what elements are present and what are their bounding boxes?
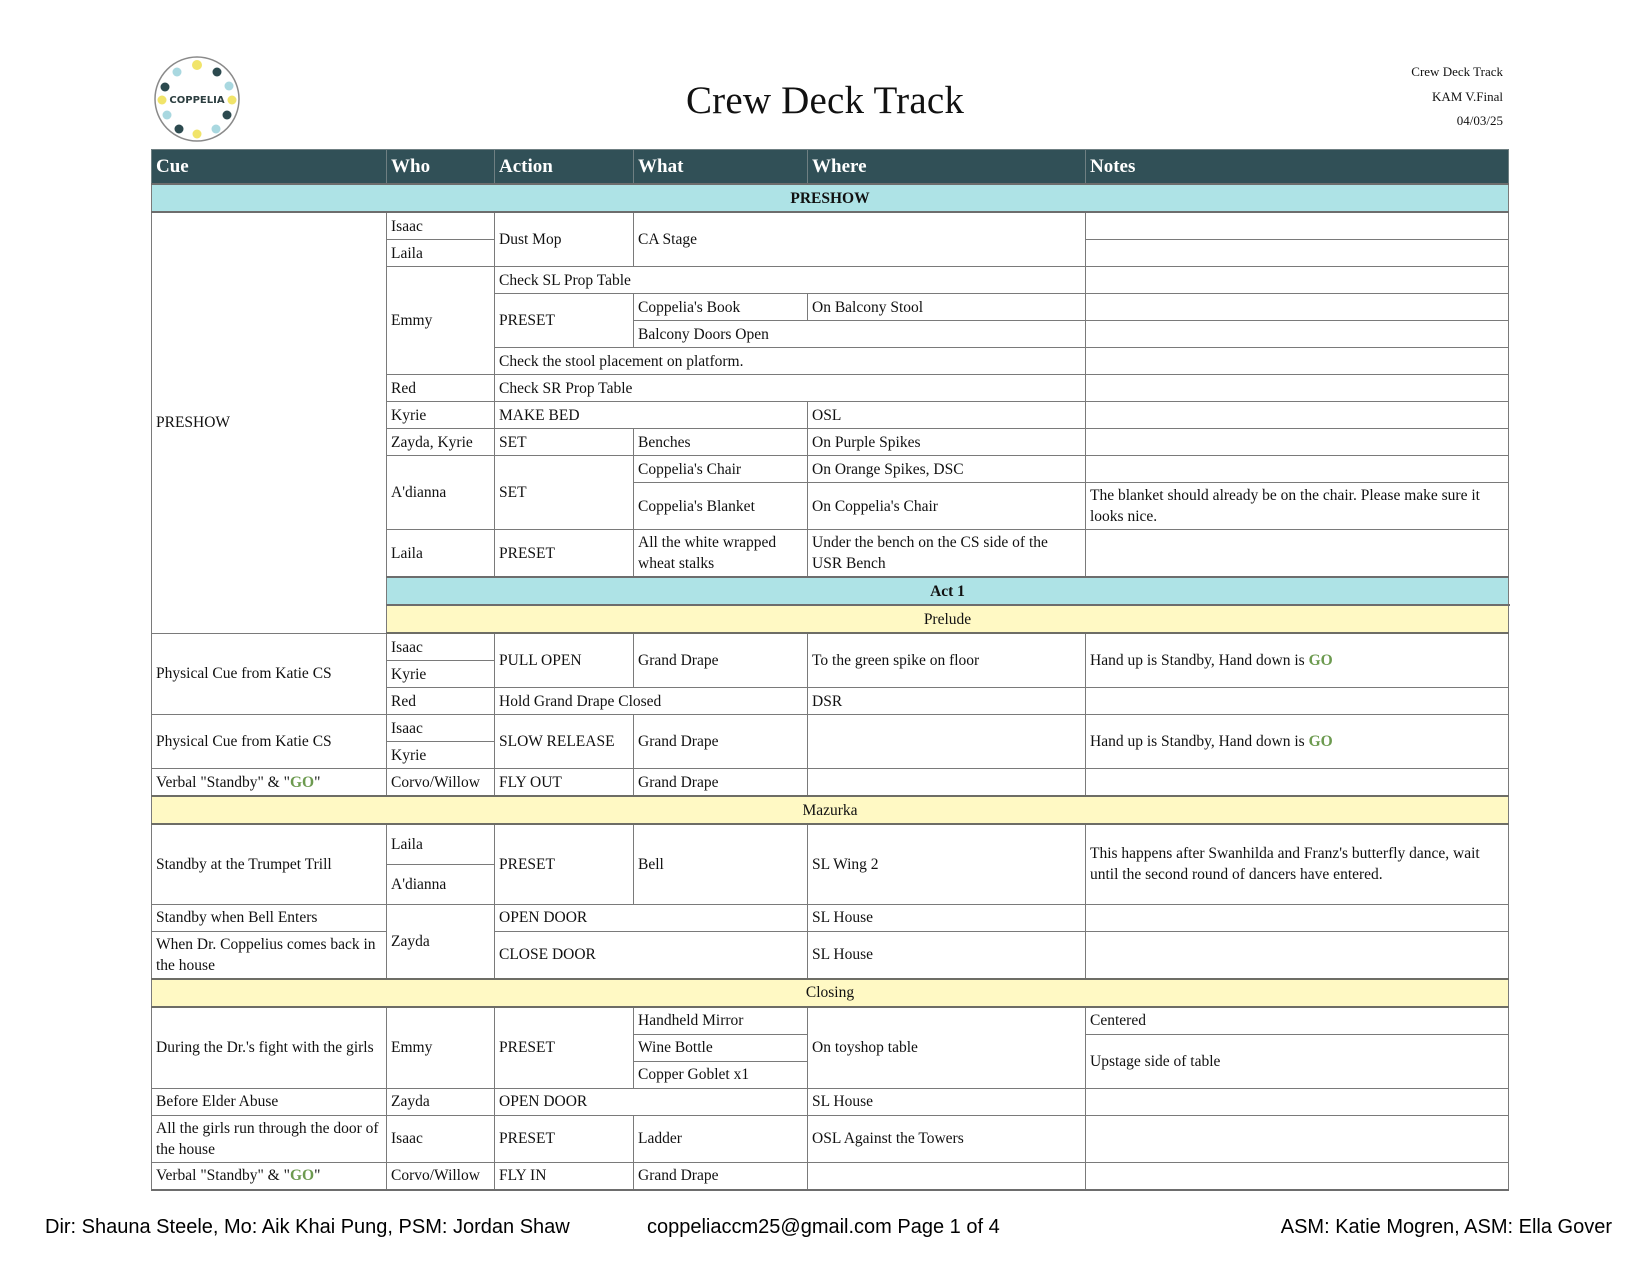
notes-cell [1086, 456, 1509, 483]
what-cell: Handheld Mirror [634, 1007, 808, 1035]
cue-cell: Physical Cue from Katie CS [152, 715, 387, 769]
cue-cell: During the Dr.'s fight with the girls [152, 1007, 387, 1089]
who-cell: Corvo/Willow [387, 1162, 495, 1190]
action-cell: PRESET [495, 530, 634, 578]
action-cell: SET [495, 456, 634, 530]
action-cell: Check the stool placement on platform. [495, 348, 1086, 375]
notes-cell [1086, 530, 1509, 578]
footer-asm: ASM: Katie Mogren, ASM: Ella Gover [1280, 1216, 1612, 1238]
action-cell: Hold Grand Drape Closed [495, 688, 808, 715]
cue-cell: Before Elder Abuse [152, 1088, 387, 1115]
action-cell: PRESET [495, 1007, 634, 1089]
who-cell: Laila [387, 824, 495, 864]
action-cell: Check SR Prop Table [495, 375, 1086, 402]
meta-doc-name: Crew Deck Track [1411, 64, 1503, 79]
go-highlight: GO [289, 1167, 315, 1184]
what-cell: Grand Drape [634, 1162, 808, 1190]
notes-cell [1086, 1088, 1509, 1115]
where-cell: On Balcony Stool [808, 294, 1086, 321]
notes-cell: Upstage side of table [1086, 1034, 1509, 1088]
where-cell: SL Wing 2 [808, 824, 1086, 904]
notes-cell [1086, 688, 1509, 715]
notes-cell [1086, 240, 1509, 267]
what-cell: Benches [634, 429, 808, 456]
what-cell: Copper Goblet x1 [634, 1061, 808, 1088]
action-cell: FLY IN [495, 1162, 634, 1190]
table-header-row [152, 150, 1509, 185]
column-header-where: Where [808, 150, 1086, 185]
action-cell: OPEN DOOR [495, 904, 808, 931]
notes-cell [1086, 1115, 1509, 1162]
go-highlight: GO [1308, 733, 1333, 750]
what-cell: Wine Bottle [634, 1034, 808, 1061]
cue-cell: PRESHOW [152, 212, 387, 633]
notes-cell [1086, 429, 1509, 456]
who-cell: Isaac [387, 633, 495, 661]
notes-cell [1086, 769, 1509, 797]
notes-cell [1086, 267, 1509, 294]
what-cell: Balcony Doors Open [634, 321, 1086, 348]
who-cell: Zayda, Kyrie [387, 429, 495, 456]
page-title: Crew Deck Track [685, 79, 965, 122]
action-cell: PULL OPEN [495, 633, 634, 688]
meta-version: KAM V.Final [1431, 88, 1503, 104]
who-cell: Zayda [387, 904, 495, 979]
where-cell: SL House [808, 1088, 1086, 1115]
who-cell: A'dianna [387, 864, 495, 904]
column-header-who: Who [387, 150, 495, 185]
notes-cell [1086, 212, 1509, 240]
cue-cell: Physical Cue from Katie CS [152, 633, 387, 715]
action-cell: SET [495, 429, 634, 456]
where-cell: OSL Against the Towers [808, 1115, 1086, 1162]
footer-credits: Dir: Shauna Steele, Mo: Aik Khai Pung, PSM: Jordan Shaw [45, 1216, 570, 1238]
action-cell: Dust Mop [495, 212, 634, 267]
cue-cell: Verbal "Standby" & "GO" [152, 769, 387, 797]
notes-cell [1086, 1162, 1509, 1190]
where-cell [808, 715, 1086, 769]
what-cell: Coppelia's Blanket [634, 483, 808, 530]
notes-cell [1086, 375, 1509, 402]
notes-cell [1086, 348, 1509, 375]
notes-cell: Centered [1086, 1007, 1509, 1035]
notes-cell [1086, 904, 1509, 931]
what-cell: Grand Drape [634, 769, 808, 797]
who-cell: Isaac [387, 715, 495, 742]
who-cell: Zayda [387, 1088, 495, 1115]
action-cell: PRESET [495, 824, 634, 904]
section-preshow: PRESHOW [152, 184, 1509, 212]
what-cell: CA Stage [634, 212, 1086, 267]
where-cell: Under the bench on the CS side of the USR Bench [808, 530, 1086, 578]
cue-cell: Standby when Bell Enters [152, 904, 387, 931]
column-header-cue: Cue [152, 150, 387, 185]
where-cell: To the green spike on floor [808, 633, 1086, 688]
who-cell: Kyrie [387, 742, 495, 769]
action-cell: PRESET [495, 294, 634, 348]
where-cell: On Orange Spikes, DSC [808, 456, 1086, 483]
section-act-1: Act 1 [387, 577, 1509, 605]
action-cell: PRESET [495, 1115, 634, 1162]
svg-text:COPPELIA: COPPELIA [169, 95, 225, 106]
notes-cell [1086, 321, 1509, 348]
column-header-what: What [634, 150, 808, 185]
who-cell: A'dianna [387, 456, 495, 530]
action-cell: Check SL Prop Table [495, 267, 1086, 294]
column-header-action: Action [495, 150, 634, 185]
action-cell: CLOSE DOOR [495, 931, 808, 979]
meta-date: 04/03/25 [1456, 113, 1503, 128]
action-cell: SLOW RELEASE [495, 715, 634, 769]
where-cell [808, 1162, 1086, 1190]
cue-cell: When Dr. Coppelius comes back in the house [152, 931, 387, 979]
action-cell: OPEN DOOR [495, 1088, 808, 1115]
cue-cell: All the girls run through the door of the house [152, 1115, 387, 1162]
what-cell: Bell [634, 824, 808, 904]
notes-cell: This happens after Swanhilda and Franz's butterfly dance, wait until the second round of dancers have entered. [1086, 824, 1509, 904]
who-cell: Red [387, 688, 495, 715]
what-cell: Ladder [634, 1115, 808, 1162]
subsection-prelude: Prelude [387, 605, 1509, 633]
document-meta [1411, 60, 1503, 134]
subsection-mazurka: Mazurka [152, 796, 1509, 824]
who-cell: Laila [387, 240, 495, 267]
where-cell: OSL [808, 402, 1086, 429]
where-cell [808, 769, 1086, 797]
who-cell: Corvo/Willow [387, 769, 495, 797]
go-highlight: GO [289, 773, 315, 791]
crew-deck-track-table [151, 149, 1509, 1191]
what-cell: Coppelia's Book [634, 294, 808, 321]
go-highlight: GO [1308, 652, 1333, 669]
notes-cell: The blanket should already be on the chair. Please make sure it looks nice. [1086, 483, 1509, 530]
what-cell: Grand Drape [634, 633, 808, 688]
where-cell: SL House [808, 904, 1086, 931]
where-cell: SL House [808, 931, 1086, 979]
what-cell: Grand Drape [634, 715, 808, 769]
footer-contact-page: coppeliaccm25@gmail.com Page 1 of 4 [647, 1216, 1000, 1238]
action-cell: MAKE BED [495, 402, 808, 429]
who-cell: Kyrie [387, 402, 495, 429]
subsection-closing: Closing [152, 979, 1509, 1007]
cue-cell: Standby at the Trumpet Trill [152, 824, 387, 904]
where-cell: On toyshop table [808, 1007, 1086, 1089]
cue-cell: Verbal "Standby" & "GO" [152, 1162, 387, 1190]
who-cell: Isaac [387, 212, 495, 240]
who-cell: Kyrie [387, 661, 495, 688]
notes-cell [1086, 294, 1509, 321]
notes-cell: Hand up is Standby, Hand down is GO [1086, 715, 1509, 769]
where-cell: On Purple Spikes [808, 429, 1086, 456]
who-cell: Emmy [387, 267, 495, 375]
where-cell: On Coppelia's Chair [808, 483, 1086, 530]
action-cell: FLY OUT [495, 769, 634, 797]
who-cell: Emmy [387, 1007, 495, 1089]
what-cell: All the white wrapped wheat stalks [634, 530, 808, 578]
who-cell: Laila [387, 530, 495, 578]
notes-cell: Hand up is Standby, Hand down is GO [1086, 633, 1509, 688]
notes-cell [1086, 402, 1509, 429]
where-cell: DSR [808, 688, 1086, 715]
column-header-notes: Notes [1086, 150, 1509, 185]
who-cell: Isaac [387, 1115, 495, 1162]
who-cell: Red [387, 375, 495, 402]
notes-cell [1086, 931, 1509, 979]
what-cell: Coppelia's Chair [634, 456, 808, 483]
